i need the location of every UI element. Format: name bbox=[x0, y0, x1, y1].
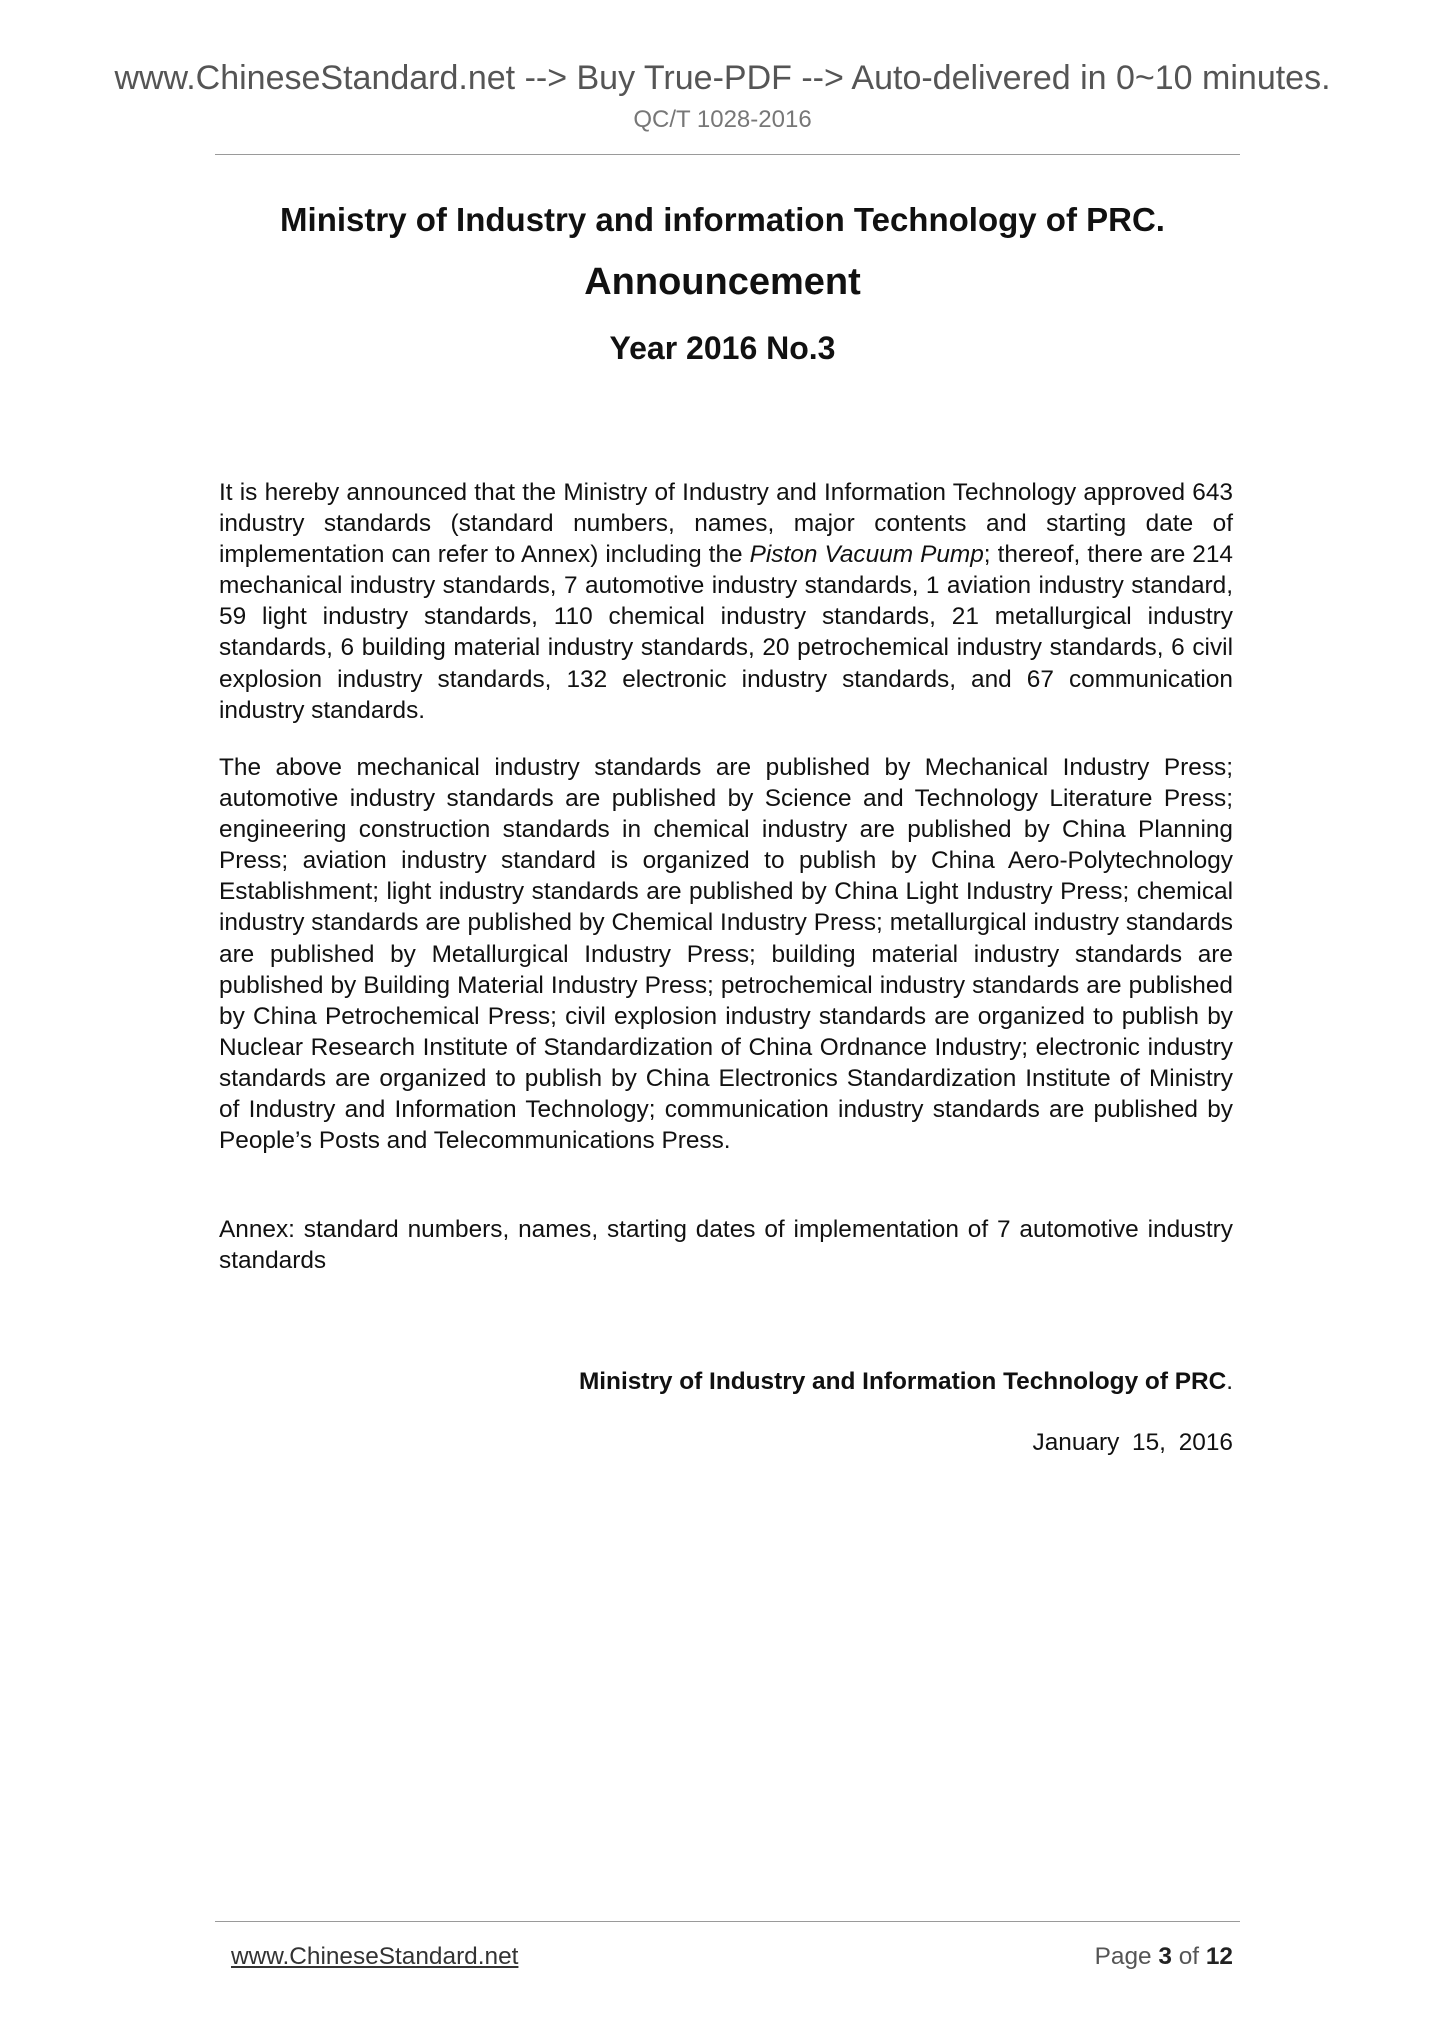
top-banner: www.ChineseStandard.net --> Buy True-PDF --> Auto-delivered in 0~10 minutes. bbox=[114, 59, 1331, 97]
page-of: of bbox=[1171, 1943, 1206, 1970]
paragraph-announcement-part-2: ; thereof, there are 214 mechanical industry standards, 7 automotive industry standards, 1 aviation industry standard, 59 light industry standards, 110 chemical industry standards, 21 metallurgical industry standards, 6 building material industry standards, 20 petrochemical industry standards, 6 civil explosion industry standards, 132 electronic industry standards, and 67 communication industry standards. bbox=[219, 541, 1233, 724]
page-total: 12 bbox=[1205, 1943, 1233, 1970]
footer-divider bbox=[215, 1921, 1240, 1922]
signature-date: January 15, 2016 bbox=[1032, 1429, 1233, 1456]
signature-period: . bbox=[1226, 1368, 1233, 1395]
document-code: QC/T 1028-2016 bbox=[633, 106, 812, 133]
signature-block bbox=[579, 1366, 1233, 1398]
standard-name-italic: Piston Vacuum Pump bbox=[749, 541, 984, 569]
paragraph-announcement bbox=[219, 477, 1233, 726]
signature-name: Ministry of Industry and Information Technology of PRC bbox=[578, 1368, 1227, 1395]
paragraph-annex: Annex: standard numbers, names, starting dates of implementation of 7 automotive industry standards bbox=[219, 1216, 1233, 1275]
header-divider bbox=[215, 154, 1240, 155]
announcement-number: Year 2016 No.3 bbox=[609, 330, 836, 366]
page-number bbox=[1095, 1941, 1233, 1973]
ministry-title: Ministry of Industry and information Technology of PRC. bbox=[280, 201, 1165, 238]
footer-website-link[interactable]: www.ChineseStandard.net bbox=[231, 1943, 519, 1970]
page-current: 3 bbox=[1158, 1943, 1172, 1970]
announcement-title: Announcement bbox=[584, 261, 861, 303]
page-label: Page bbox=[1094, 1943, 1159, 1970]
paragraph-publishers: The above mechanical industry standards are published by Mechanical Industry Press; automotive industry standards are published by Science and Technology Literature Press; engineering construction standards in chemical industry are published by China Planning Press; aviation industry standard is organized to publish by China Aero-Polytechnology Establishment; light industry standards are published by China Light Industry Press; chemical industry standards are published by Chemical Industry Press; metallurgical industry standards are published by Metallurgical Industry Press; building material industry standards are published by Building Material Industry Press; petrochemical industry standards are published by China Petrochemical Press; civil explosion industry standards are organized to publish by Nuclear Research Institute of Standardization of China Ordnance Industry; electronic industry standards are organized to publish by China Electronics Standardization Institute of Ministry of Industry and Information Technology; communication industry standards are published by People’s Posts and Telecommunications Press. bbox=[219, 754, 1233, 1155]
paragraph-announcement-part-1: It is hereby announced that the Ministry of Industry and Information Technology approved 643 industry standards (standard numbers, names, major contents and starting date of implementation can refer to Annex) including the bbox=[219, 479, 1233, 569]
